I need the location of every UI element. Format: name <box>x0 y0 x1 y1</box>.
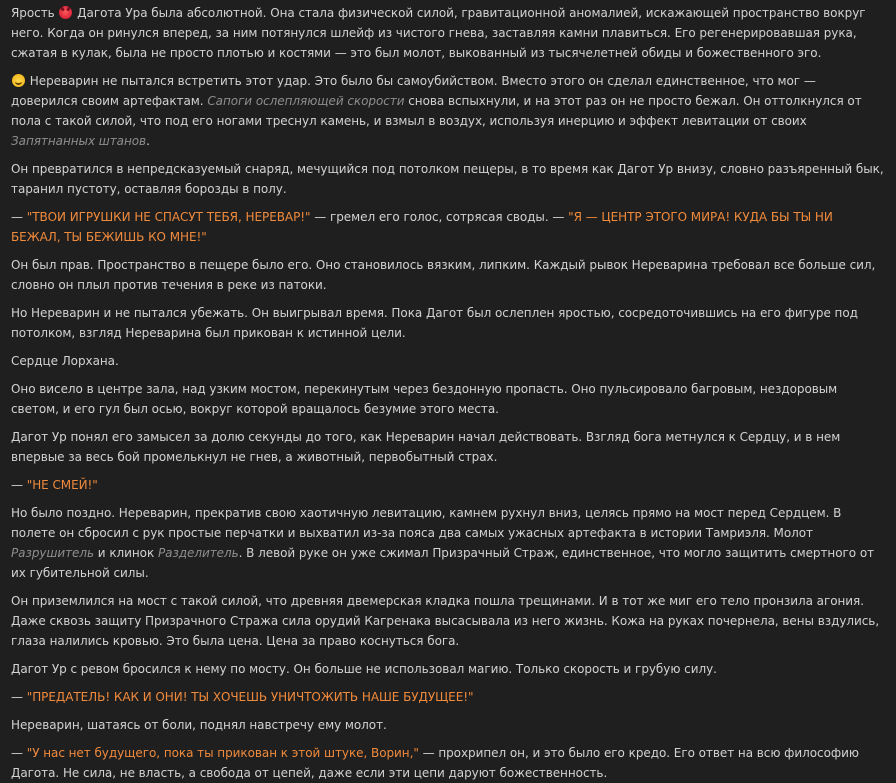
paragraph: Дагот Ур с ревом бросился к нему по мосту. Он больше не использовал магию. Только скорость и грубую силу. <box>11 662 717 676</box>
italic-artifact-name: Сапоги ослепляющей скорости <box>207 94 405 108</box>
dialogue-quote: "ТВОИ ИГРУШКИ НЕ СПАСУТ ТЕБЯ, НЕРЕВАР!" <box>26 210 311 224</box>
dialogue-quote: "НЕ СМЕЙ!" <box>26 478 98 492</box>
angry-face-icon <box>59 6 72 19</box>
paragraph: Дагот Ур понял его замысел за долю секунды до того, как Нереварин начал действовать. Взгляд бога метнулся к Сердцу, и в нем впервые за весь бой промелькнул не гнев, а животный, первобытный страх. <box>11 430 841 464</box>
paragraph: Но Нереварин и не пытался убежать. Он выигрывал время. Пока Дагот был ослеплен яростью, сосредоточившись на его фигуре под потолком, взгляд Нереварина был прикован к истинной цели. <box>11 306 858 340</box>
paragraph: Но было поздно. Нереварин, прекратив свою хаотичную левитацию, камнем рухнул вниз, целясь прямо на мост перед Сердцем. В полете он сбросил с рук простые перчатки и выхватил из-за пояса два самых ужасных артефакта в истории Тамриэля. Молот Разрушитель и клинок Разделитель. В левой руке он уже сжимал Призрачный Страж, единственное, что могло защитить смертного от их губительной силы. <box>11 506 875 580</box>
paragraph: Оно висело в центре зала, над узким мостом, перекинутым через бездонную пропасть. Оно пульсировало багровым, нездоровым светом, и его гул был осью, вокруг которой вращалось безумие этого места. <box>11 382 838 416</box>
paragraph: Сердце Лорхана. <box>11 354 119 368</box>
italic-artifact-name: Разрушитель <box>11 546 95 560</box>
italic-artifact-name: Разделитель <box>157 546 239 560</box>
dialogue-paragraph: — "У нас нет будущего, пока ты прикован к этой штуке, Ворин," — прохрипел он, и это было его кредо. Его ответ на всю философию Дагота. Не сила, не власть, а свобода от цепей, даже если эти цепи даруют божественность. <box>11 746 859 780</box>
dialogue-paragraph: — "ТВОИ ИГРУШКИ НЕ СПАСУТ ТЕБЯ, НЕРЕВАР!" — гремел его голос, сотрясая своды. — "Я — ЦЕНТР ЭТОГО МИРА! КУДА БЫ ТЫ НИ БЕЖАЛ, ТЫ БЕЖИШЬ КО МНЕ!" <box>11 210 833 244</box>
dialogue-quote: "Я — ЦЕНТР ЭТОГО МИРА! КУДА БЫ ТЫ НИ БЕЖАЛ, ТЫ БЕЖИШЬ КО МНЕ!" <box>11 210 833 244</box>
italic-artifact-name: Запятнанных штанов <box>11 134 147 148</box>
paragraph: Ярость Дагота Ура была абсолютной. Она стала физической силой, гравитационной аномалией, искажающей пространство вокруг него. Когда он ринулся вперед, за ним потянулся шлейф из чистого гнева, заставляя камни плавиться. Его регенерировавшая рука, сжатая в кулак, была не просто плотью и костями — это был молот, выкованный из тысячелетней обиды и божественного эго. <box>11 6 866 60</box>
dialogue-quote: "ПРЕДАТЕЛЬ! КАК И ОНИ! ТЫ ХОЧЕШЬ УНИЧТОЖИТЬ НАШЕ БУДУЩЕЕ!" <box>26 690 474 704</box>
paragraph: Он приземлился на мост с такой силой, что древняя двемерская кладка пошла трещинами. И в тот же миг его тело пронзила агония. Даже сквозь защиту Призрачного Стража сила орудий Кагренака высасывала из него жизнь. Кожа на руках почернела, вены вздулись, глаза налились кровью. Это была цена. Цена за право коснуться бога. <box>11 594 880 648</box>
grinning-sweat-icon <box>12 74 25 87</box>
paragraph: Нереварин, шатаясь от боли, поднял навстречу ему молот. <box>11 718 387 732</box>
paragraph: Он был прав. Пространство в пещере было его. Оно становилось вязким, липким. Каждый рывок Нереварина требовал все больше сил, словно он плыл против течения в реке из патоки. <box>11 258 876 292</box>
paragraph: Нереварин не пытался встретить этот удар. Это было бы самоубийством. Вместо этого он сделал единственное, что мог — доверился своим артефактам. Сапоги ослепляющей скорости снова вспыхнули, и на этот раз он не просто бежал. Он оттолкнулся от пола с такой силой, что под его ногами треснул камень, и взмыл в воздух, используя инерцию и эффект левитации от своих Запятнанных штанов. <box>11 74 862 148</box>
paragraph: Он превратился в непредсказуемый снаряд, мечущийся под потолком пещеры, в то время как Дагот Ур внизу, словно разъяренный бык, таранил пустоту, оставляя борозды в полу. <box>11 162 884 196</box>
dialogue-paragraph: — "ПРЕДАТЕЛЬ! КАК И ОНИ! ТЫ ХОЧЕШЬ УНИЧТОЖИТЬ НАШЕ БУДУЩЕЕ!" <box>11 690 474 704</box>
dialogue-paragraph: — "НЕ СМЕЙ!" <box>11 478 98 492</box>
dialogue-quote: "У нас нет будущего, пока ты прикован к этой штуке, Ворин," <box>26 746 419 760</box>
